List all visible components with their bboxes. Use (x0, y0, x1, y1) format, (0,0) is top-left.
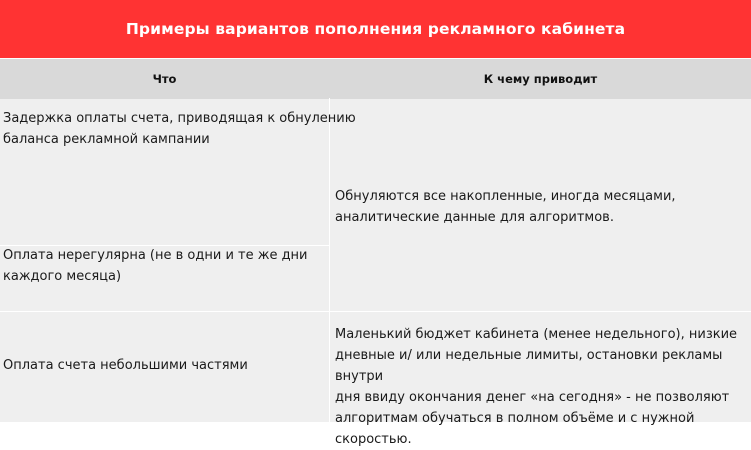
cell-line: Маленький бюджет кабинета (менее недельного), низкие (335, 327, 738, 342)
cell-line: каждого месяца) (3, 269, 122, 284)
slide-title (0, 0, 751, 58)
cell-line: Задержка оплаты счета, приводящая к обнулению (3, 111, 356, 126)
column-header-what: Что (152, 72, 177, 86)
table-header (0, 58, 751, 99)
slide-title-text: Примеры вариантов пополнения рекламного кабинета (125, 20, 626, 38)
table-cell-what-2 (3, 245, 308, 287)
table-cell-what-1 (3, 108, 356, 150)
cell-line: аналитические данные для алгоритмов. (335, 210, 614, 225)
row-divider-2 (0, 311, 751, 312)
cell-line: Оплата счета небольшими частями (3, 358, 248, 373)
column-header-leads-to: К чему приводит (483, 72, 598, 86)
cell-line: алгоритмам обучаться в полном объёме и с нужной скоростью. (335, 411, 695, 447)
cell-line: дневные и/ или недельные лимиты, остановки рекламы внутри (335, 348, 723, 384)
table-cell-consequence-1 (335, 186, 676, 228)
cell-line: Оплата нерегулярна (не в одни и те же дни (3, 248, 308, 263)
table-cell-what-3 (3, 355, 248, 376)
table-cell-consequence-2 (335, 324, 751, 450)
cell-line: дня ввиду окончания денег «на сегодня» - не позволяют (335, 390, 730, 405)
cell-line: баланса рекламной кампании (3, 132, 210, 147)
cell-line: Обнуляются все накопленные, иногда месяцами, (335, 189, 676, 204)
